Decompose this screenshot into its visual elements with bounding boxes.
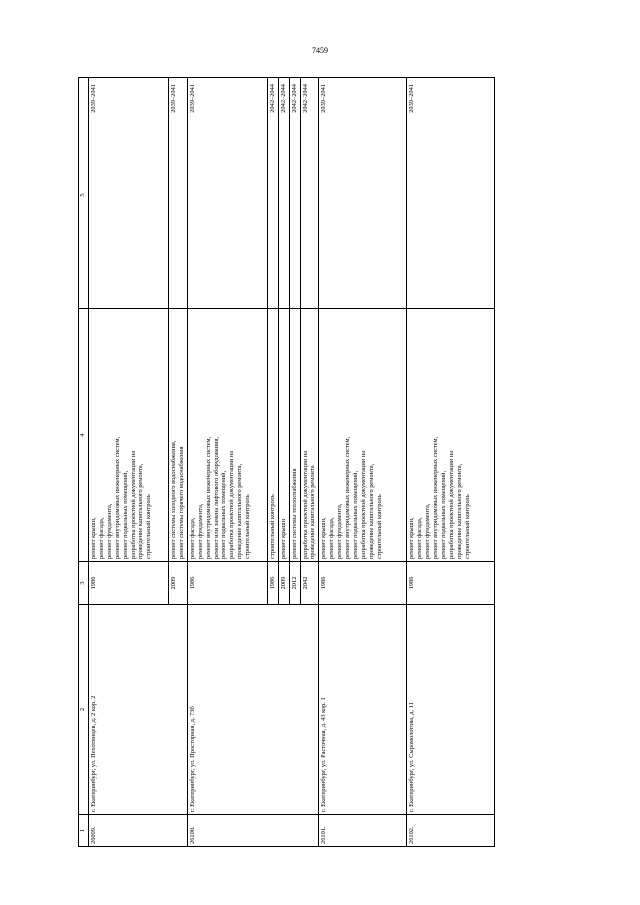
- work-item: строительный контроль: [244, 494, 252, 559]
- row-works: [289, 309, 300, 562]
- row-period: 2039–2041: [187, 78, 267, 309]
- work-item: строительный контроль: [375, 494, 383, 559]
- row-works: [407, 309, 495, 562]
- row-period: 2042–2044: [300, 78, 319, 309]
- row-period: 2042–2044: [289, 78, 300, 309]
- work-item: ремонт внутридомовых инженерных систем,: [432, 436, 440, 559]
- work-item: ремонт подвальных помещений,: [121, 470, 129, 559]
- row-year: 1986: [267, 562, 278, 605]
- header-col-1: 1: [79, 815, 89, 847]
- work-item: ремонт фундамента,: [336, 503, 344, 559]
- row-year: 1986: [187, 562, 267, 605]
- rotated-table-container: [78, 77, 600, 847]
- work-item: проведение капитального ремонта,: [236, 463, 244, 559]
- work-item: разработка проектной документации на: [447, 450, 455, 559]
- work-item: ремонт фундамента,: [105, 503, 113, 559]
- header-col-4: 4: [79, 309, 89, 562]
- work-item: ремонт фасада,: [97, 517, 105, 559]
- header-row: [79, 78, 89, 847]
- work-item: ремонт крыши,: [320, 517, 328, 559]
- row-year: 2042: [300, 562, 319, 605]
- row-year: 2012: [289, 562, 300, 605]
- work-item: ремонт внутридомовых инженерных систем,: [113, 436, 121, 559]
- row-period: 2039–2041: [89, 78, 169, 309]
- entry-address: г. Екатеринбург, ул. Пехотинцев, д. 2 кор. 2: [89, 605, 188, 815]
- work-item: ремонт крыши: [279, 518, 287, 559]
- row-works: [169, 309, 188, 562]
- row-period: 2042–2044: [267, 78, 278, 309]
- work-item: ремонт крыши,: [90, 517, 97, 559]
- work-item: ремонт системы холодного водоснабжения,: [170, 440, 177, 559]
- work-item: ремонт фасада,: [328, 517, 336, 559]
- row-period: 2039–2041: [407, 78, 495, 309]
- row-period: 2042–2044: [278, 78, 289, 309]
- work-item: ремонт фундамента,: [196, 503, 204, 559]
- work-item: разработка проектной документации на: [301, 450, 309, 559]
- work-item: ремонт фасада,: [416, 517, 424, 559]
- entry-address: г. Екатеринбург, ул. Просторная, д. 73б: [187, 605, 319, 815]
- work-item: ремонт системы горячего водоснабжения: [177, 446, 185, 559]
- entry-number: 26102.: [407, 815, 495, 847]
- work-item: ремонт фундамента,: [424, 503, 432, 559]
- header-col-2: 2: [79, 605, 89, 815]
- header-col-3: 3: [79, 562, 89, 605]
- entry-number: 26100.: [187, 815, 319, 847]
- table-body: [89, 78, 495, 847]
- header-col-5: 5: [79, 78, 89, 309]
- work-item: строительный контроль: [145, 494, 153, 559]
- work-item: ремонт фасада,: [188, 517, 196, 559]
- work-item: проведение капитального ремонта,: [137, 463, 145, 559]
- work-item: разработка проектной документации на: [359, 450, 367, 559]
- row-year: 1986: [89, 562, 169, 605]
- row-period: 2039–2041: [319, 78, 407, 309]
- row-works: [300, 309, 319, 562]
- table-row: [187, 78, 267, 847]
- work-item: ремонт крыши,: [408, 517, 416, 559]
- work-item: ремонт внутридомовых инженерных систем,: [344, 436, 352, 559]
- row-works: [319, 309, 407, 562]
- work-item: проведение капитального ремонта,: [455, 463, 463, 559]
- entry-address: г. Екатеринбург, ул. Расточная, д. 43 кор. 1: [319, 605, 407, 815]
- work-item: проведение капитального ремонта: [309, 465, 317, 559]
- page-number: 7459: [312, 46, 328, 55]
- work-item: ремонт подвальных помещений,: [439, 470, 447, 559]
- work-item: строительный контроль: [268, 494, 276, 559]
- row-works: [89, 309, 169, 562]
- work-item: разработка проектной документации на: [129, 450, 137, 559]
- entry-address: г. Екатеринбург, ул. Сыромолотова, д. 11: [407, 605, 495, 815]
- table-row: [319, 78, 407, 847]
- row-year: 1986: [407, 562, 495, 605]
- work-item: строительный контроль: [463, 494, 471, 559]
- entry-number: 26101.: [319, 815, 407, 847]
- work-item: ремонт системы теплоснабжения: [290, 468, 298, 559]
- work-item: ремонт внутридомовых инженерных систем,: [204, 436, 212, 559]
- work-item: разработка проектной документации на: [228, 450, 236, 559]
- row-works: [187, 309, 267, 562]
- work-item: ремонт подвальных помещений,: [351, 470, 359, 559]
- row-year: 1986: [319, 562, 407, 605]
- row-works: [278, 309, 289, 562]
- table-row: [89, 78, 169, 847]
- work-item: проведение капитального ремонта,: [367, 463, 375, 559]
- row-works: [267, 309, 278, 562]
- repair-schedule-table: [78, 77, 495, 847]
- entry-number: 26099.: [89, 815, 188, 847]
- work-item: ремонт или замена лифтового оборудования,: [212, 436, 220, 559]
- work-item: ремонт подвальных помещений,: [220, 470, 228, 559]
- table-row: [407, 78, 495, 847]
- row-year: 2009: [278, 562, 289, 605]
- row-year: 2009: [169, 562, 188, 605]
- row-period: 2039–2041: [169, 78, 188, 309]
